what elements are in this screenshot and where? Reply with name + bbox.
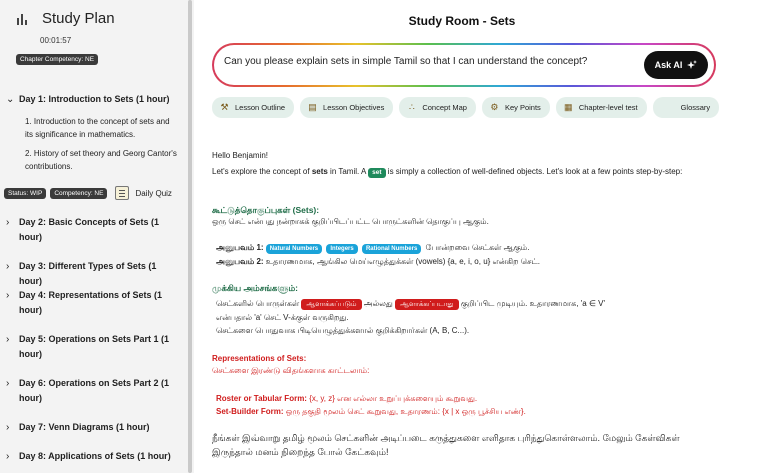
- sidebar-day-3[interactable]: [6, 259, 179, 289]
- tag-badge: Rational Numbers: [362, 244, 421, 254]
- non-member-badge: ஆளாக்கப்படாது: [395, 299, 459, 310]
- sparkle-icon: [687, 60, 697, 70]
- chevron-right-icon: ›: [6, 422, 10, 433]
- quiz-icon: [115, 186, 129, 200]
- section-heading-sets: கூட்டுத்தொகுப்புகள் (Sets):: [212, 205, 320, 215]
- question-box: [212, 43, 716, 87]
- set-builder-form: Set-Builder Form: ஒரு தகுதி மூலம் செட் கூறுவது, உதாரணம்: {x | x ஒரு பூச்சிய எண்}.: [216, 407, 526, 416]
- chevron-right-icon: ›: [6, 290, 10, 301]
- tag-badge: Integers: [326, 244, 357, 254]
- ask-ai-label: Ask AI: [654, 60, 683, 70]
- lesson-objectives-icon: ▤: [308, 102, 317, 112]
- sidebar-header: [16, 10, 115, 27]
- set-badge: set: [368, 168, 385, 178]
- features-line-3: செட்களை பொதுவாக பிடியெழுத்துக்களால் குறிக்கிறார்கள் (A, B, C...).: [216, 326, 470, 335]
- chapter-test-icon: ▦: [564, 102, 573, 112]
- chevron-right-icon: ›: [6, 378, 10, 389]
- day-label: Day 8: Applications of Sets (1 hour): [19, 451, 171, 461]
- study-tools-tabs: [212, 97, 719, 118]
- example-2: அனுபவம் 2: உதாரணமாக, ஆங்கில மெய்எழுத்துக்கள் (vowels) {a, e, i, o, u} என்கிற செட்.: [216, 257, 541, 266]
- chevron-right-icon: ›: [6, 217, 10, 228]
- features-line-2: என்பதால் 'a' செட் V-க்குள் வருகிறது.: [216, 313, 349, 322]
- closing-paragraph: நீங்கள் இவ்வாறு தமிழ் மூலம் செட்களின் அடிப்படை கருத்துகளை எளிதாக புரிந்துகொள்ளலாம். மேலும் கேள்விகள் இருந்தால் மனம் நிறைந்த போல் கேட்கவும்!: [212, 433, 680, 457]
- tab-lesson-outline[interactable]: ⚒ Lesson Outline: [212, 97, 294, 118]
- member-badge: ஆளாக்கப்படும்: [301, 299, 361, 310]
- day-label: Day 2: Basic Concepts of Sets (1 hour): [19, 217, 160, 242]
- question-input[interactable]: Can you please explain sets in simple Tamil so that I can understand the concept?: [224, 56, 588, 67]
- sidebar-day-4[interactable]: [6, 288, 179, 318]
- tab-lesson-objectives[interactable]: ▤ Lesson Objectives: [300, 97, 393, 118]
- day-topic[interactable]: 1. Introduction to the concept of sets and its significance in mathematics.: [25, 117, 170, 139]
- day-1-status-row: [4, 186, 172, 200]
- tab-concept-map[interactable]: ∴ Concept Map: [399, 97, 476, 118]
- sidebar-day-5[interactable]: [6, 332, 179, 362]
- competency-badge: Competency: NE: [50, 188, 107, 199]
- status-badge: Status: WIP: [4, 188, 46, 199]
- sidebar-day-7[interactable]: [6, 420, 179, 435]
- intro-paragraph: Let's explore the concept of sets in Tamil. A set is simply a collection of well-defined objects. Let's look at a few points step-by-step:: [212, 167, 683, 176]
- sidebar-scrollbar[interactable]: [186, 0, 194, 473]
- daily-quiz-label: Daily Quiz: [135, 188, 172, 198]
- sets-definition: ஒரு செட் என்பது நன்றாகக் குறிப்பிடப்பட்ட பொருட்களின் தொகுப்பு ஆகும்.: [212, 217, 489, 226]
- sidebar-day-6[interactable]: [6, 376, 179, 406]
- greeting: Hello Benjamin!: [212, 151, 269, 160]
- concept-map-icon: ∴: [408, 102, 415, 112]
- study-plan-sidebar: [0, 0, 186, 473]
- representations-intro: செட்களை இரண்டு விதங்களாக காட்டலாம்:: [212, 366, 370, 375]
- study-timer: 00:01:57: [40, 36, 72, 45]
- bar-chart-icon: [16, 13, 28, 25]
- section-heading-features: முக்கிய அம்சங்களும்:: [212, 283, 299, 293]
- day-label: Day 3: Different Types of Sets (1 hour): [19, 261, 157, 286]
- daily-quiz-button[interactable]: [115, 186, 171, 200]
- section-heading-representations: Representations of Sets:: [212, 354, 307, 363]
- day-label: Day 1: Introduction to Sets (1 hour): [19, 94, 170, 104]
- roster-form: Roster or Tabular Form: {x, y, z} என எல்லா உறுப்புக்களையும் கூறுவது.: [216, 394, 478, 403]
- day-topic[interactable]: 2. History of set theory and Georg Cantor's contributions.: [25, 149, 177, 171]
- day-label: Day 5: Operations on Sets Part 1 (1 hour): [19, 334, 170, 359]
- sidebar-day-2[interactable]: [6, 215, 179, 245]
- page-title: Study Room - Sets: [408, 14, 516, 28]
- chevron-right-icon: ›: [6, 334, 10, 345]
- sidebar-day-1[interactable]: [6, 92, 179, 107]
- key-points-icon: ⚙: [490, 102, 499, 112]
- sidebar-title: Study Plan: [42, 10, 115, 27]
- sidebar-day-8[interactable]: [6, 449, 179, 464]
- ask-ai-button[interactable]: [644, 51, 708, 79]
- chevron-down-icon: ⌄: [6, 94, 15, 105]
- day-label: Day 7: Venn Diagrams (1 hour): [19, 422, 150, 432]
- study-room-main: [196, 0, 768, 473]
- tab-glossary[interactable]: Glossary: [653, 97, 720, 118]
- tab-chapter-level-test[interactable]: ▦ Chapter-level test: [556, 97, 647, 118]
- day-label: Day 4: Representations of Sets (1 hour): [19, 290, 163, 315]
- tab-key-points[interactable]: ⚙ Key Points: [482, 97, 550, 118]
- example-1: அனுபவம் 1: Natural Numbers Integers Rational Numbers போன்றவை செட்கள் ஆகும்.: [216, 243, 530, 252]
- tag-badge: Natural Numbers: [266, 244, 322, 254]
- chapter-competency-badge: Chapter Competency: NE: [16, 48, 98, 66]
- lesson-outline-icon: ⚒: [220, 102, 229, 112]
- features-line-1: செட்களில் பொருள்கள் ஆளாக்கப்படும் அல்லது ஆளாக்கப்படாது குறிப்பிட முடியும். உதாரணமாக, 'a ∈ V': [216, 299, 605, 308]
- day-label: Day 6: Operations on Sets Part 2 (1 hour): [19, 378, 170, 403]
- scrollbar-thumb[interactable]: [188, 0, 192, 473]
- chevron-right-icon: ›: [6, 451, 10, 462]
- chevron-right-icon: ›: [6, 261, 10, 272]
